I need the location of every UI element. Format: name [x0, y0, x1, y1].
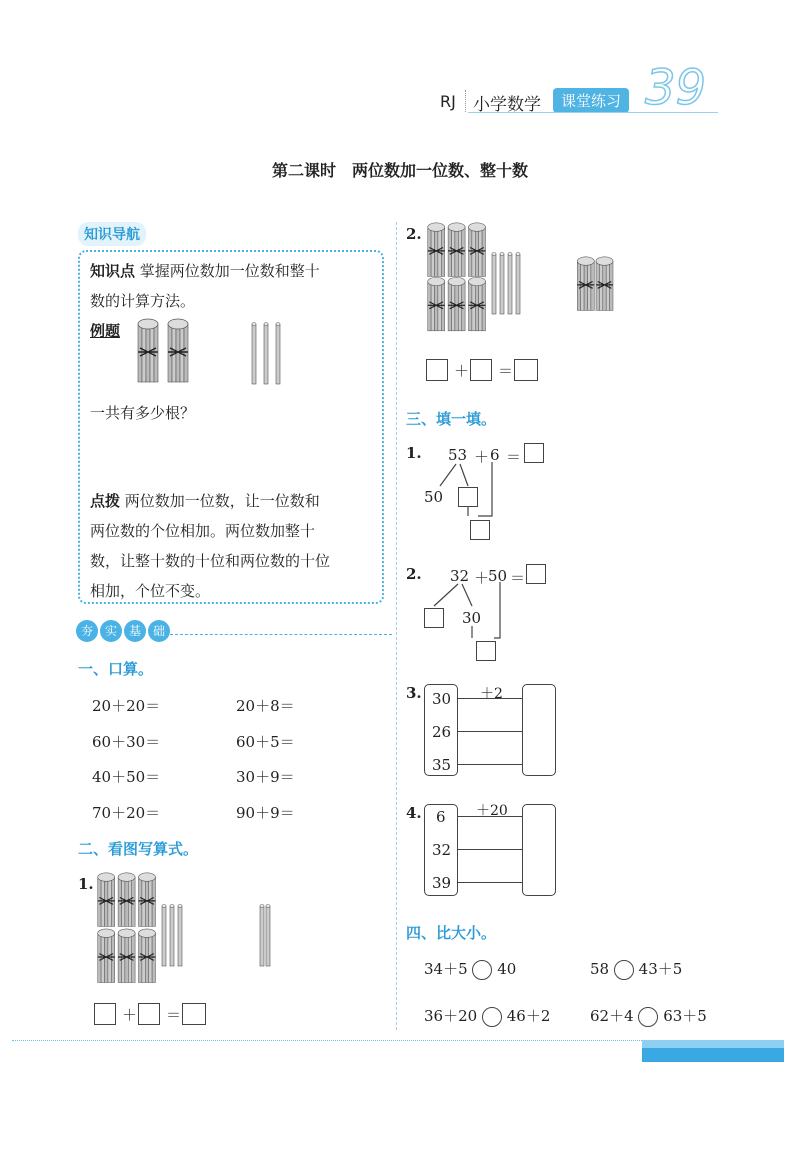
- footer-bar-highlight: [642, 1040, 784, 1048]
- foundation-rule: [170, 634, 392, 635]
- answer-box[interactable]: [514, 359, 538, 381]
- section2-heading: 二、看图写算式。: [78, 840, 199, 858]
- mapping-line: [458, 849, 522, 850]
- plus-sign: ＋: [122, 1006, 138, 1024]
- question-number: 1.: [406, 444, 422, 462]
- answer-box[interactable]: [138, 1003, 160, 1025]
- knowledge-point-text: 掌握两位数加一位数和整十: [139, 262, 320, 280]
- oral-calc-item: 40＋50＝: [92, 768, 161, 786]
- tip-line-2: 两位数的个位相加。两位数加整十: [90, 522, 316, 540]
- addend-a: 53: [448, 446, 468, 464]
- compare-left: 34＋5: [424, 960, 468, 978]
- section4-heading: 四、比大小。: [406, 924, 497, 942]
- badge-char: 夯: [76, 620, 98, 642]
- input-value: 30: [432, 690, 452, 708]
- tip-line-3: 数，让整十数的十位和两位数的十位: [90, 552, 331, 570]
- add-rule: ＋20: [476, 803, 508, 819]
- question-number: 4.: [406, 804, 422, 822]
- oral-calc-item: 60＋5＝: [236, 733, 295, 751]
- practice-tag: 课堂练习: [553, 88, 629, 113]
- compare-item: [590, 1005, 707, 1027]
- oral-calc-item: 20＋20＝: [92, 697, 161, 715]
- answer-box[interactable]: [524, 443, 544, 463]
- input-value: 26: [432, 723, 452, 741]
- op-plus: ＋: [474, 448, 490, 466]
- oral-calc-item: 60＋30＝: [92, 733, 161, 751]
- tip-label: 点拨: [90, 492, 121, 510]
- compare-right: 46＋2: [506, 1007, 551, 1025]
- question-number: 1.: [78, 875, 94, 893]
- oral-calc-item: 30＋9＝: [236, 768, 295, 786]
- answer-box[interactable]: [470, 359, 492, 381]
- addend-b: 6: [490, 446, 500, 464]
- foundation-badge: [76, 620, 170, 642]
- mapping-line: [458, 764, 522, 765]
- badge-char: 基: [124, 620, 146, 642]
- tip-line-4: 相加，个位不变。: [90, 582, 211, 600]
- subject-label: 小学数学: [473, 95, 541, 115]
- answer-box[interactable]: [526, 564, 546, 584]
- mapping-line: [458, 882, 522, 883]
- header-rule: [468, 112, 718, 113]
- input-value: 6: [436, 808, 446, 826]
- plus-sign: ＋: [454, 362, 470, 380]
- oral-calc-item: 20＋8＝: [236, 697, 295, 715]
- tip-line-1: [90, 486, 320, 516]
- compare-circle[interactable]: [472, 960, 492, 980]
- question-number: 3.: [406, 684, 422, 702]
- answer-box[interactable]: [94, 1003, 116, 1025]
- series-code: RJ: [440, 92, 456, 111]
- answer-box[interactable]: [470, 520, 490, 540]
- mapping-line: [458, 816, 522, 817]
- split-value: 30: [462, 609, 482, 627]
- compare-right: 63＋5: [663, 1007, 707, 1025]
- header-separator: [465, 90, 466, 112]
- q1-sticks-image: [96, 872, 286, 992]
- compare-circle[interactable]: [482, 1007, 502, 1027]
- compare-item: [590, 958, 682, 980]
- answer-box[interactable]: [476, 641, 496, 661]
- compare-left: 62＋4: [590, 1007, 634, 1025]
- knowledge-nav-label: 知识导航: [78, 222, 146, 246]
- column-divider: [396, 222, 397, 1030]
- mapping-line: [458, 731, 522, 732]
- badge-char: 实: [100, 620, 122, 642]
- compare-item: [424, 1005, 550, 1027]
- page-number: 39: [645, 60, 707, 116]
- answer-box[interactable]: [458, 487, 478, 507]
- compare-right: 40: [497, 960, 517, 978]
- answer-box[interactable]: [426, 359, 448, 381]
- mapping-line: [458, 698, 522, 699]
- question-number: 2.: [406, 225, 422, 243]
- output-answer-box[interactable]: [522, 684, 556, 776]
- knowledge-point-label: 知识点: [90, 262, 136, 280]
- lesson-title: 第二课时 两位数加一位数、整十数: [271, 161, 528, 180]
- answer-box[interactable]: [424, 608, 444, 628]
- addend-a: 32: [450, 567, 470, 585]
- badge-char: 础: [148, 620, 170, 642]
- compare-left: 58: [590, 960, 610, 978]
- compare-circle[interactable]: [614, 960, 634, 980]
- equals-sign: ＝: [510, 569, 526, 587]
- q2-sticks-image: [426, 222, 626, 334]
- tip-text-1: 两位数加一位数，让一位数和: [124, 492, 320, 510]
- knowledge-point-line-2: 数的计算方法。: [90, 292, 196, 310]
- section1-heading: 一、口算。: [78, 660, 154, 678]
- compare-circle[interactable]: [638, 1007, 658, 1027]
- compare-item: [424, 958, 516, 980]
- input-value: 35: [432, 756, 452, 774]
- output-answer-box[interactable]: [522, 804, 556, 896]
- compare-right: 43＋5: [638, 960, 683, 978]
- input-value: 39: [432, 874, 452, 892]
- op-plus: ＋: [474, 569, 490, 587]
- addend-b: 50: [488, 567, 508, 585]
- equals-sign: ＝: [506, 448, 522, 466]
- add-rule: ＋2: [480, 686, 503, 702]
- input-value: 32: [432, 841, 452, 859]
- oral-calc-item: 70＋20＝: [92, 804, 161, 822]
- answer-box[interactable]: [182, 1003, 206, 1025]
- example-label: 例题: [90, 322, 121, 340]
- footer-rule: [12, 1040, 642, 1041]
- compare-left: 36＋20: [424, 1007, 478, 1025]
- section3-heading: 三、填一填。: [406, 410, 497, 428]
- equals-sign: ＝: [166, 1006, 182, 1024]
- equals-sign: ＝: [498, 362, 514, 380]
- knowledge-point-line-1: [90, 256, 320, 286]
- example-question: 一共有多少根？: [90, 404, 196, 422]
- example-sticks-image: [136, 318, 296, 388]
- question-number: 2.: [406, 565, 422, 583]
- oral-calc-item: 90＋9＝: [236, 804, 295, 822]
- split-value: 50: [424, 488, 444, 506]
